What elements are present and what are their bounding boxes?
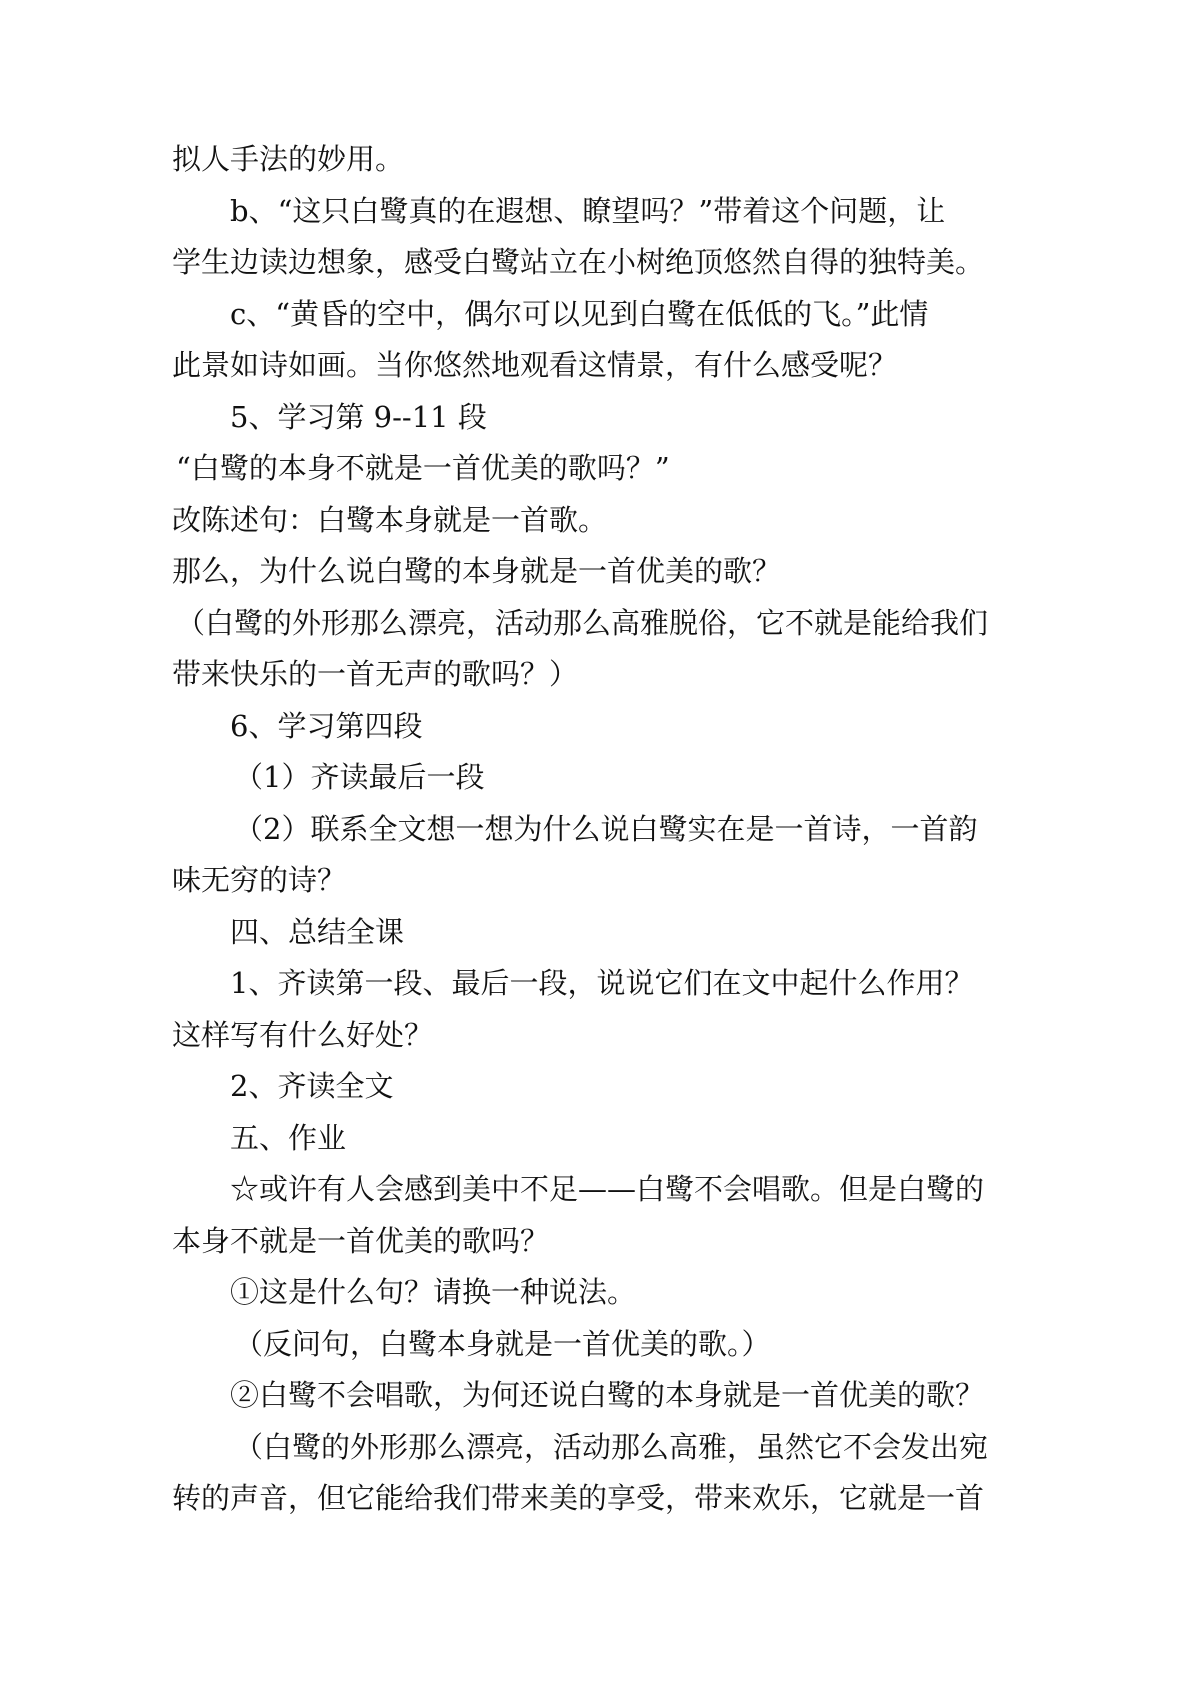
text-line: 此景如诗如画。当你悠然地观看这情景，有什么感受呢？	[172, 348, 898, 382]
text-line: 那么，为什么说白鹭的本身就是一首优美的歌？	[172, 554, 782, 588]
text-line: 这样写有什么好处？	[172, 1018, 434, 1052]
text-line: 转的声音，但它能给我们带来美的享受，带来欢乐，它就是一首	[172, 1481, 985, 1515]
text-line: 学生边读边想象，感受白鹭站立在小树绝顶悠然自得的独特美。	[172, 245, 985, 279]
text-line: 2、齐读全文	[230, 1069, 394, 1103]
text-line: b、“这只白鹭真的在遐想、瞭望吗？”带着这个问题，让	[230, 194, 946, 228]
section-heading: 6、学习第四段	[230, 709, 423, 743]
text-line: 1、齐读第一段、最后一段，说说它们在文中起什么作用？	[230, 966, 974, 1000]
text-line: c、“黄昏的空中，偶尔可以见到白鹭在低低的飞。”此情	[230, 297, 929, 331]
text-line: 拟人手法的妙用。	[172, 142, 405, 176]
text-line: 味无穷的诗？	[172, 863, 347, 897]
text-line: （白鹭的外形那么漂亮，活动那么高雅脱俗，它不就是能给我们	[176, 606, 989, 640]
section-heading: 四、总结全课	[230, 915, 405, 949]
text-line: （白鹭的外形那么漂亮，活动那么高雅，虽然它不会发出宛	[234, 1430, 989, 1464]
text-line: “白鹭的本身不就是一首优美的歌吗？”	[176, 451, 670, 485]
text-line: （1）齐读最后一段	[234, 760, 485, 794]
text-line: ☆或许有人会感到美中不足——白鹭不会唱歌。但是白鹭的	[230, 1172, 985, 1206]
section-heading: 五、作业	[230, 1121, 347, 1155]
text-line: ②白鹭不会唱歌，为何还说白鹭的本身就是一首优美的歌？	[230, 1378, 985, 1412]
text-line: 本身不就是一首优美的歌吗？	[172, 1224, 550, 1258]
text-line: （反问句，白鹭本身就是一首优美的歌。）	[234, 1327, 771, 1361]
text-line: ①这是什么句？请换一种说法。	[230, 1275, 637, 1309]
section-heading: 5、学习第 9--11 段	[230, 400, 487, 434]
text-line: （2）联系全文想一想为什么说白鹭实在是一首诗，一首韵	[234, 812, 978, 846]
text-line: 改陈述句：白鹭本身就是一首歌。	[172, 503, 608, 537]
text-line: 带来快乐的一首无声的歌吗？）	[172, 657, 579, 691]
